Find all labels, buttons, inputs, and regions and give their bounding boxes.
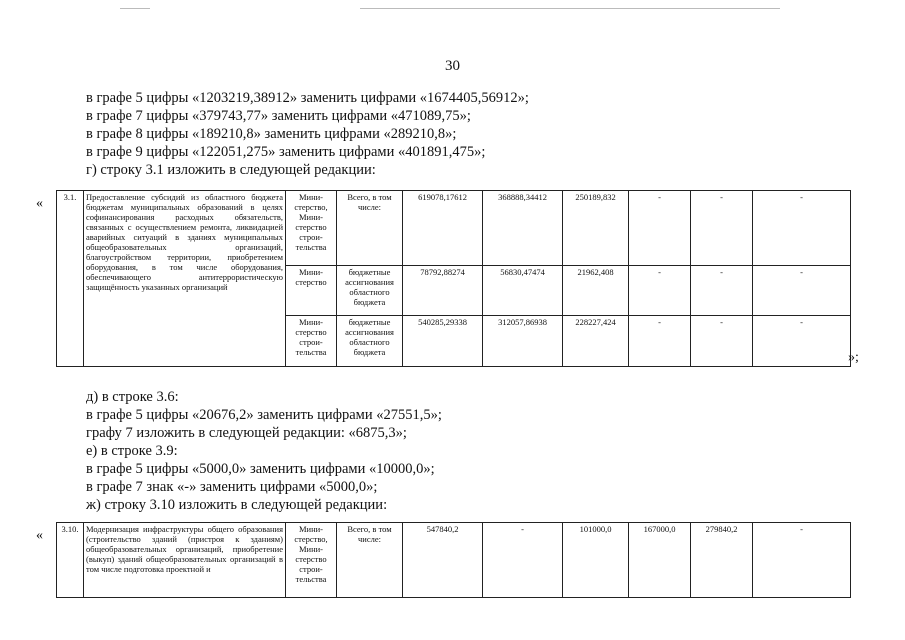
value-cell: - bbox=[629, 316, 691, 367]
table-row-3-1 bbox=[56, 190, 851, 367]
value-cell: - bbox=[629, 266, 691, 316]
value-cell: 56830,47474 bbox=[483, 266, 563, 316]
value-cell: 250189,832 bbox=[563, 191, 629, 266]
row-description: Модернизация инфраструктуры общего образования (строительство зданий (пристроя к зданиям) общеобразовательных организаций, приобретение (выкуп) зданий общеобразовательных организаций в том числе подготовка проектной и bbox=[84, 523, 286, 598]
quote-open: « bbox=[36, 528, 43, 543]
value-cell: - bbox=[753, 191, 851, 266]
value-cell: - bbox=[483, 523, 563, 598]
value-cell: - bbox=[753, 523, 851, 598]
responsible-org: Мини-стерство строи-тельства bbox=[286, 316, 337, 367]
value-cell: - bbox=[753, 316, 851, 367]
paragraph-line: в графе 7 знак «-» заменить цифрами «5000,0»; bbox=[86, 479, 378, 495]
value-cell: 101000,0 bbox=[563, 523, 629, 598]
value-cell: - bbox=[691, 266, 753, 316]
scan-artifact bbox=[360, 8, 780, 9]
page-number: 30 bbox=[445, 58, 460, 74]
funding-source: Всего, в том числе: bbox=[337, 191, 403, 266]
paragraph-line: в графе 9 цифры «122051,275» заменить цифрами «401891,475»; bbox=[86, 144, 486, 160]
paragraph-line: в графе 5 цифры «1203219,38912» заменить цифрами «1674405,56912»; bbox=[86, 90, 529, 106]
row-number: 3.10. bbox=[57, 523, 84, 598]
value-cell: 540285,29338 bbox=[403, 316, 483, 367]
paragraph-line: е) в строке 3.9: bbox=[86, 443, 178, 459]
paragraph-line: в графе 5 цифры «5000,0» заменить цифрами «10000,0»; bbox=[86, 461, 435, 477]
funding-source: бюджетные ассигнования областного бюджета bbox=[337, 316, 403, 367]
value-cell: 368888,34412 bbox=[483, 191, 563, 266]
value-cell: 228227,424 bbox=[563, 316, 629, 367]
paragraph-line: д) в строке 3.6: bbox=[86, 389, 179, 405]
row-number: 3.1. bbox=[57, 191, 84, 367]
paragraph-line: г) строку 3.1 изложить в следующей редакции: bbox=[86, 162, 376, 178]
funding-source: бюджетные ассигнования областного бюджета bbox=[337, 266, 403, 316]
responsible-org: Мини-стерство bbox=[286, 266, 337, 316]
scan-artifact bbox=[120, 8, 150, 9]
value-cell: 279840,2 bbox=[691, 523, 753, 598]
table-row-3-10 bbox=[56, 522, 851, 598]
funding-source: Всего, в том числе: bbox=[337, 523, 403, 598]
responsible-org: Мини-стерство, Мини-стерство строи-тельства bbox=[286, 523, 337, 598]
paragraph-line: в графе 7 цифры «379743,77» заменить цифрами «471089,75»; bbox=[86, 108, 471, 124]
value-cell: - bbox=[753, 266, 851, 316]
paragraph-line: ж) строку 3.10 изложить в следующей редакции: bbox=[86, 497, 388, 513]
value-cell: - bbox=[691, 191, 753, 266]
quote-open: « bbox=[36, 196, 43, 211]
value-cell: - bbox=[629, 191, 691, 266]
responsible-org: Мини-стерство, Мини-стерство строи-тельства bbox=[286, 191, 337, 266]
value-cell: 78792,88274 bbox=[403, 266, 483, 316]
value-cell: 21962,408 bbox=[563, 266, 629, 316]
paragraph-line: в графе 8 цифры «189210,8» заменить цифрами «289210,8»; bbox=[86, 126, 457, 142]
value-cell: 547840,2 bbox=[403, 523, 483, 598]
value-cell: 167000,0 bbox=[629, 523, 691, 598]
value-cell: 619078,17612 bbox=[403, 191, 483, 266]
paragraph-line: в графе 5 цифры «20676,2» заменить цифрами «27551,5»; bbox=[86, 407, 442, 423]
paragraph-line: графу 7 изложить в следующей редакции: «6875,3»; bbox=[86, 425, 407, 441]
quote-close: »; bbox=[848, 350, 859, 365]
row-description: Предоставление субсидий из областного бюджета бюджетам муниципальных образований в целях софинансирования расходных обязательств, связанных с осуществлением ремонта, ликвидацией аварийных ситуаций в зданиях муниципальных общеобразовательных организаций, благоустройством территории, приобретением оборудования, в том числе оборудования, обеспечивающего антитеррористическую защищённость указанных организаций bbox=[84, 191, 286, 367]
value-cell: - bbox=[691, 316, 753, 367]
value-cell: 312057,86938 bbox=[483, 316, 563, 367]
